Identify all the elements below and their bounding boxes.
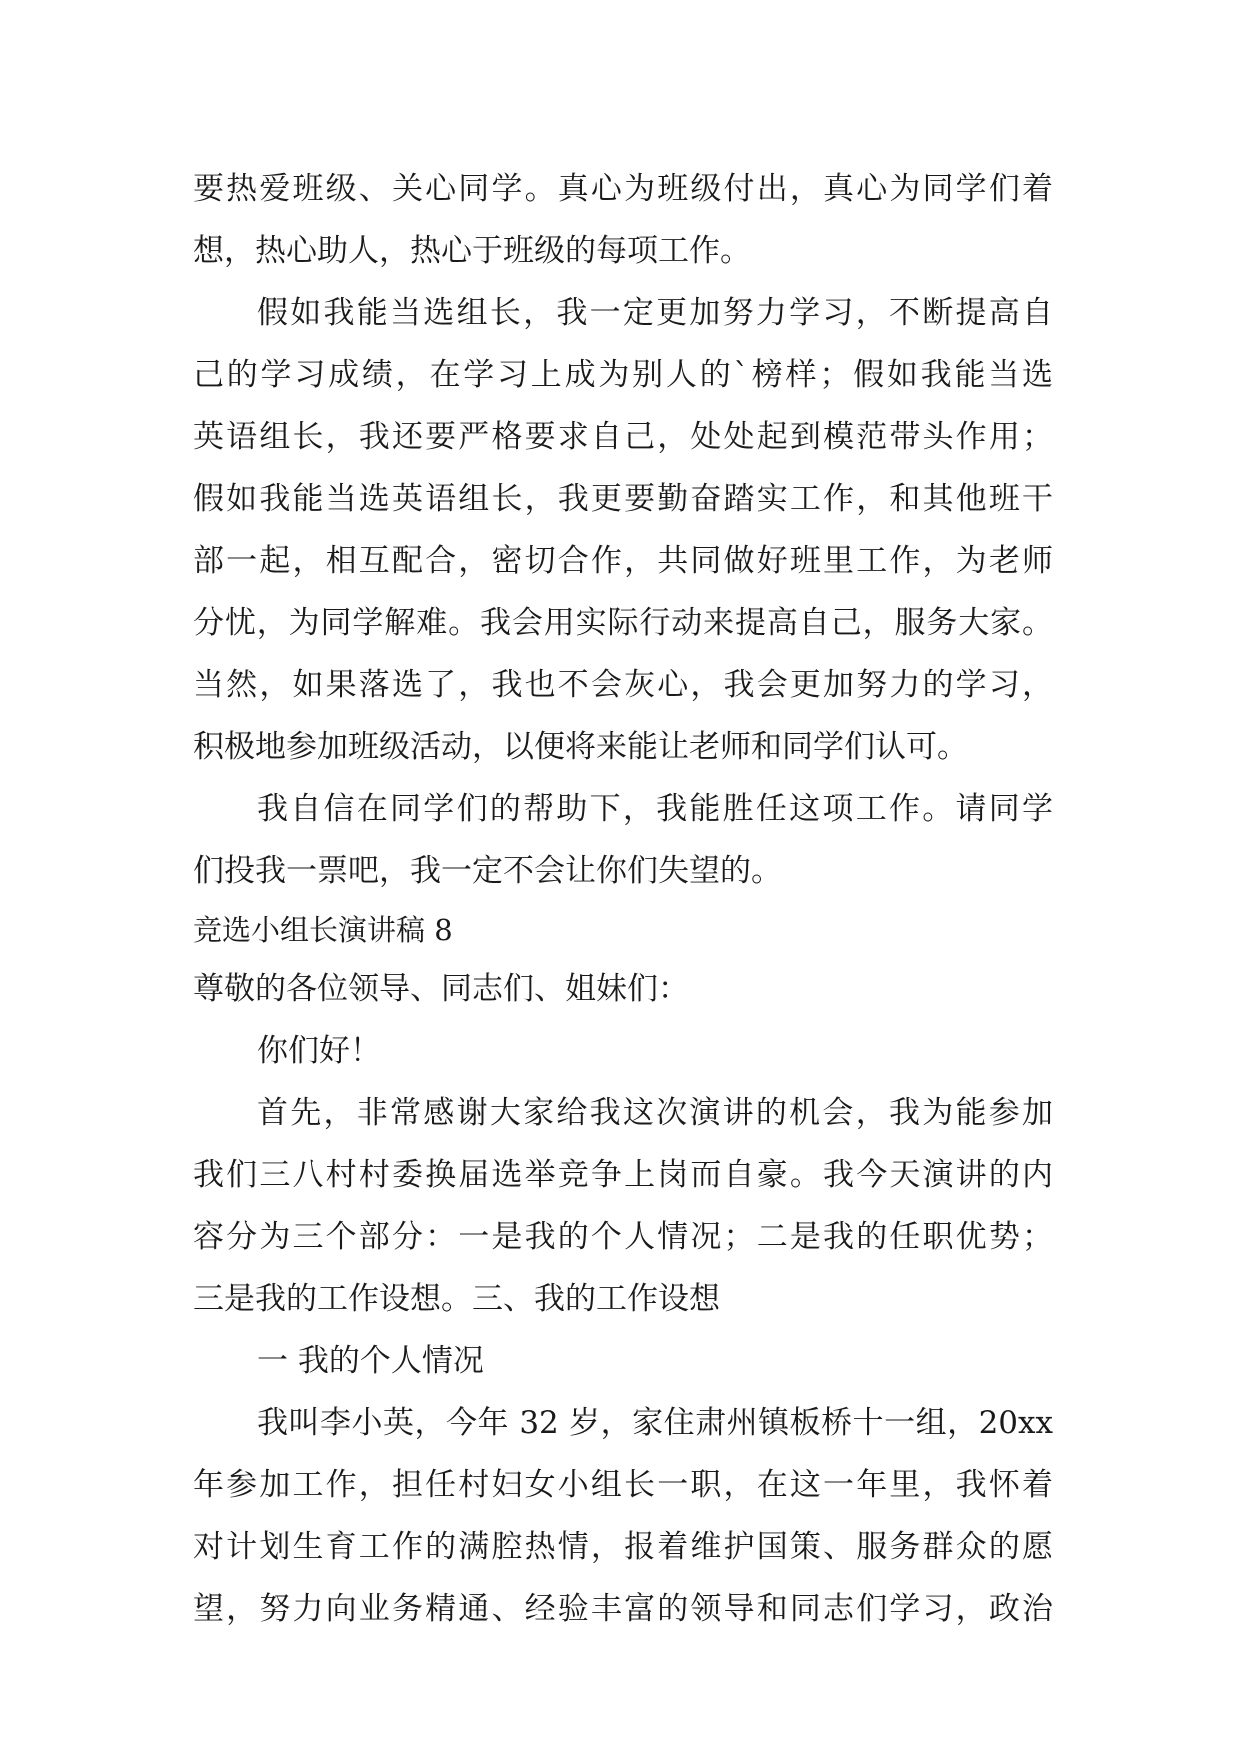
greeting: 你们好！ (257, 1033, 381, 1069)
paragraph-line: 对计划生育工作的满腔热情，报着维护国策、服务群众的愿 (193, 1529, 1053, 1565)
paragraph-line: 积极地参加班级活动，以便将来能让老师和同学们认可。 (193, 729, 968, 765)
paragraph-line: 当然，如果落选了，我也不会灰心，我会更加努力的学习， (193, 667, 1053, 703)
paragraph-line: 们投我一票吧，我一定不会让你们失望的。 (193, 853, 782, 889)
paragraph-line: 分忧，为同学解难。我会用实际行动来提高自己，服务大家。 (193, 605, 1053, 641)
paragraph-line: 假如我能当选组长，我一定更加努力学习，不断提高自 (257, 295, 1053, 331)
paragraph-line: 望，努力向业务精通、经验丰富的领导和同志们学习，政治 (193, 1591, 1053, 1627)
document-body (193, 158, 1053, 1640)
paragraph-line: 容分为三个部分：一是我的个人情况；二是我的任职优势； (193, 1219, 1053, 1255)
paragraph-line: 我们三八村村委换届选举竞争上岗而自豪。我今天演讲的内 (193, 1157, 1053, 1193)
paragraph-line: 假如我能当选英语组长，我更要勤奋踏实工作，和其他班干 (193, 481, 1053, 517)
paragraph-line: 首先，非常感谢大家给我这次演讲的机会，我为能参加 (257, 1095, 1053, 1131)
section-title: 竞选小组长演讲稿 8 (193, 913, 453, 947)
paragraph-line: 要热爱班级、关心同学。真心为班级付出，真心为同学们着 (193, 171, 1053, 207)
paragraph-line: 年参加工作，担任村妇女小组长一职，在这一年里，我怀着 (193, 1467, 1053, 1503)
salutation: 尊敬的各位领导、同志们、姐妹们： (193, 971, 689, 1007)
paragraph-line: 我自信在同学们的帮助下，我能胜任这项工作。请同学 (257, 791, 1053, 827)
paragraph-line: 己的学习成绩，在学习上成为别人的`榜样；假如我能当选 (193, 357, 1053, 393)
paragraph-line: 部一起，相互配合，密切合作，共同做好班里工作，为老师 (193, 543, 1053, 579)
paragraph-line: 三是我的工作设想。三、我的工作设想 (193, 1281, 720, 1317)
paragraph-line: 我叫李小英，今年 32 岁，家住肃州镇板桥十一组，20xx (257, 1405, 1053, 1441)
paragraph-line: 英语组长，我还要严格要求自己，处处起到模范带头作用； (193, 419, 1053, 455)
subsection-heading: 一 我的个人情况 (257, 1343, 484, 1379)
paragraph-line: 想，热心助人，热心于班级的每项工作。 (193, 233, 751, 269)
